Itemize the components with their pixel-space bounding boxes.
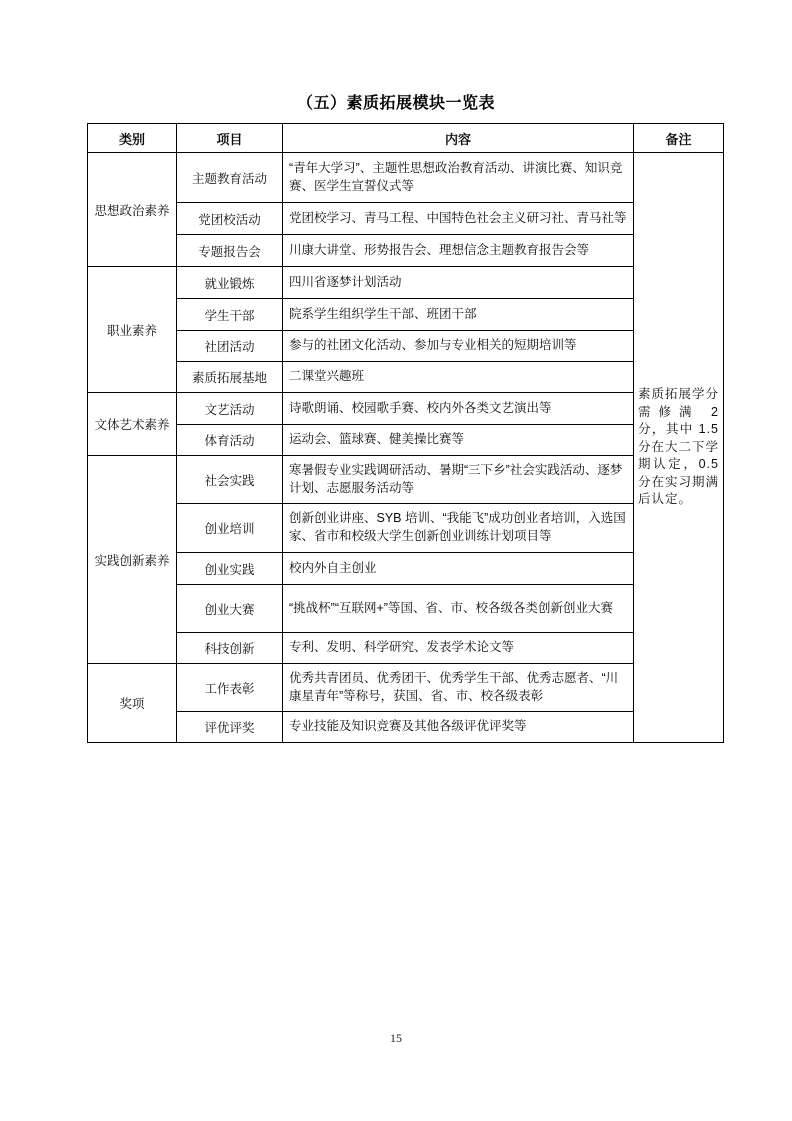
header-remark: 备注 [634,124,724,153]
content-cell: 专利、发明、科学研究、发表学术论文等 [283,633,634,664]
table-row [88,553,724,585]
category-cell: 思想政治素养 [88,153,177,267]
table-row [88,393,724,425]
project-cell: 主题教育活动 [177,153,283,203]
table-header-row [88,124,724,153]
table-row [88,712,724,743]
page-title: （五）素质拓展模块一览表 [296,95,495,112]
table-row [88,362,724,393]
content-cell: “挑战杯”“互联网+”等国、省、市、校各级各类创新创业大赛 [283,585,634,633]
remark-cell: 素质拓展学分需修满 2 分，其中 1.5 分在大二下学期认定，0.5 分在实习期满后认定。 [634,153,724,743]
content-cell: 创新创业讲座、SYB 培训、“我能飞”成功创业者培训，入选国家、省市和校级大学生创新创业训练计划项目等 [283,504,634,553]
project-cell: 创业大赛 [177,585,283,633]
project-cell: 体育活动 [177,425,283,456]
project-cell: 素质拓展基地 [177,362,283,393]
table-row [88,267,724,299]
table-row [88,153,724,203]
project-cell: 社团活动 [177,331,283,362]
project-cell: 社会实践 [177,456,283,504]
project-cell: 专题报告会 [177,235,283,267]
content-cell: 校内外自主创业 [283,553,634,585]
quality-module-table [87,123,724,743]
table-row [88,425,724,456]
page-number: 15 [390,1031,402,1045]
category-cell: 文体艺术素养 [88,393,177,456]
table-row [88,585,724,633]
table-row [88,203,724,235]
table-row [88,664,724,712]
project-cell: 文艺活动 [177,393,283,425]
project-cell: 科技创新 [177,633,283,664]
table-row [88,299,724,331]
table-row [88,235,724,267]
project-cell: 创业培训 [177,504,283,553]
content-cell: 党团校学习、青马工程、中国特色社会主义研习社、青马社等 [283,203,634,235]
content-cell: 参与的社团文化活动、参加与专业相关的短期培训等 [283,331,634,362]
category-cell: 奖项 [88,664,177,743]
table-row [88,456,724,504]
content-cell: 二课堂兴趣班 [283,362,634,393]
project-cell: 党团校活动 [177,203,283,235]
table-row [88,633,724,664]
content-cell: 优秀共青团员、优秀团干、优秀学生干部、优秀志愿者、“川康星青年”等称号，获国、省、市、校各级表彰 [283,664,634,712]
content-cell: 川康大讲堂、形势报告会、理想信念主题教育报告会等 [283,235,634,267]
header-content: 内容 [283,124,634,153]
table-row [88,504,724,553]
project-cell: 工作表彰 [177,664,283,712]
content-cell: 院系学生组织学生干部、班团干部 [283,299,634,331]
content-cell: “青年大学习”、主题性思想政治教育活动、讲演比赛、知识竞赛、医学生宣誓仪式等 [283,153,634,203]
category-cell: 实践创新素养 [88,456,177,664]
header-category: 类别 [88,124,177,153]
project-cell: 学生干部 [177,299,283,331]
table-row [88,331,724,362]
project-cell: 就业锻炼 [177,267,283,299]
content-cell: 四川省逐梦计划活动 [283,267,634,299]
content-cell: 寒暑假专业实践调研活动、暑期“三下乡”社会实践活动、逐梦计划、志愿服务活动等 [283,456,634,504]
category-cell: 职业素养 [88,267,177,393]
project-cell: 创业实践 [177,553,283,585]
content-cell: 运动会、篮球赛、健美操比赛等 [283,425,634,456]
content-cell: 诗歌朗诵、校园歌手赛、校内外各类文艺演出等 [283,393,634,425]
content-cell: 专业技能及知识竞赛及其他各级评优评奖等 [283,712,634,743]
project-cell: 评优评奖 [177,712,283,743]
header-project: 项目 [177,124,283,153]
